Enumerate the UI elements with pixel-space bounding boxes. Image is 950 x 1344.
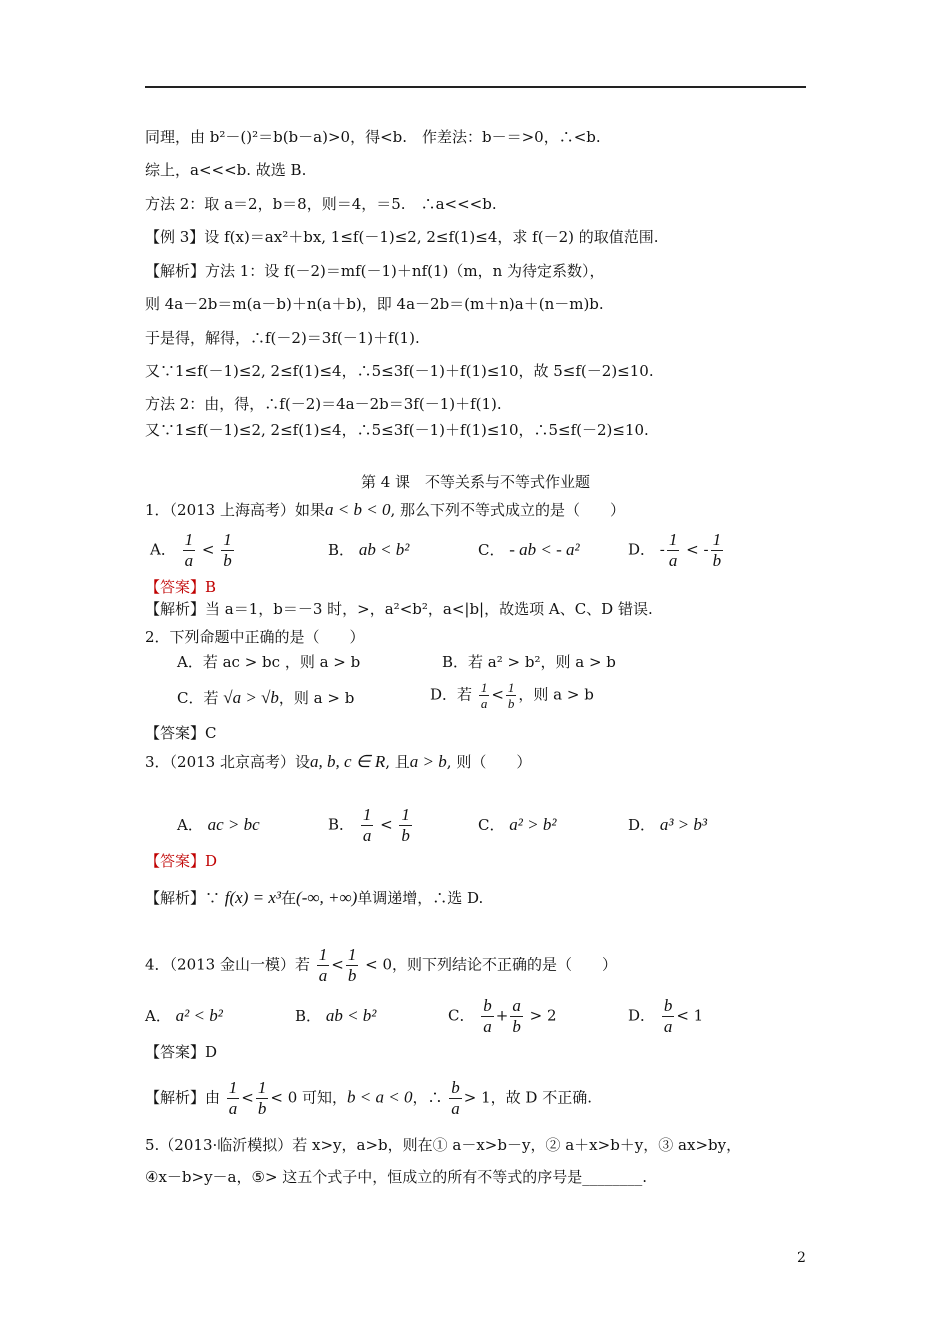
page-number: 2: [797, 1250, 806, 1266]
text-line: 综上，a<<<b. 故选 B.: [145, 161, 307, 179]
q1-answer: 【答案】B: [145, 578, 217, 596]
text-line: 方法 2：由，得，∴f(－2)＝4a－2b＝3f(－1)＋f(1).: [145, 395, 502, 413]
q4-answer: 【答案】D: [145, 1043, 218, 1061]
q3-option-d: D． a³ > b³: [628, 815, 707, 834]
q3-analysis: 【解析】∵ f(x) = x³在(-∞, +∞)单调递增，∴选 D.: [145, 888, 484, 907]
question-3-stem: 3．（2013 北京高考）设a, b, c ∈ R, 且a > b, 则（ ）: [145, 752, 532, 771]
q3-option-b: B． $\frac{1}{a}$ < $\frac{1}{b}$: [328, 805, 410, 845]
question-5-line-1: 5.（2013·临沂模拟）若 x>y，a>b，则在① a－x>b－y，② a＋x>b＋y，③ ax>by，: [145, 1136, 742, 1154]
q2-option-b: B．若 a² > b²，则 a > b: [442, 653, 616, 671]
q3-answer: 【答案】D: [145, 852, 218, 870]
header-rule: [145, 86, 806, 88]
text-line: 【例 3】设 f(x)＝ax²＋bx, 1≤f(－1)≤2, 2≤f(1)≤4，求 f(－2) 的取值范围.: [145, 228, 659, 246]
q1-analysis: 【解析】当 a＝1，b＝－3 时，>，a²<b²，a<|b|，故选项 A、C、D 错误.: [145, 600, 653, 618]
q4-option-b: B． ab < b²: [295, 1006, 377, 1025]
question-1-stem: 1．（2013 上海高考）如果a < b < 0, 那么下列不等式成立的是（ ）: [145, 500, 625, 519]
q2-option-c: C．若 √a > √b，则 a > b: [177, 688, 355, 707]
text-line: 方法 2：取 a＝2，b＝8，则＝4，＝5. ∴a<<<b.: [145, 195, 497, 213]
q3-option-c: C． a² > b²: [478, 815, 557, 834]
q1-option-c: C． - ab < - a²: [478, 540, 580, 559]
text-line: 又∵1≤f(－1)≤2, 2≤f(1)≤4，∴5≤3f(－1)＋f(1)≤10，故 5≤f(－2)≤10.: [145, 362, 654, 380]
q1-option-a: A． $\frac{1}{a}$ < $\frac{1}{b}$: [150, 530, 232, 570]
q3-option-a: A． ac > bc: [177, 815, 260, 834]
text-line: 又∵1≤f(－1)≤2, 2≤f(1)≤4，∴5≤3f(－1)＋f(1)≤10，∴5≤f(－2)≤10.: [145, 421, 649, 439]
question-4-stem: 4．（2013 金山一模）若 $\frac{1}{a}$ < $\frac{1}{b}$ < 0，则下列结论不正确的是（ ）: [145, 945, 618, 985]
text-line: 【解析】方法 1：设 f(－2)＝mf(－1)＋nf(1)（m，n 为待定系数），: [145, 262, 605, 280]
text-line: 则 4a－2b＝m(a－b)＋n(a＋b)，即 4a－2b＝(m＋n)a＋(n－m)b.: [145, 295, 604, 313]
q2-option-a: A．若 ac > bc ，则 a > b: [177, 653, 361, 671]
question-2-stem: 2．下列命题中正确的是（ ）: [145, 628, 365, 646]
q4-option-a: A． a² < b²: [145, 1006, 223, 1025]
q1-option-d: D． - $\frac{1}{a}$ < - $\frac{1}{b}$: [628, 530, 722, 570]
text-line: 同理，由 b²－()²＝b(b－a)>0，得<b. 作差法：b－＝>0，∴<b.: [145, 128, 601, 146]
q4-option-d: D． $\frac{b}{a}$ < 1: [628, 996, 704, 1036]
text-line: 于是得，解得，∴f(－2)＝3f(－1)＋f(1).: [145, 329, 420, 347]
section-title: 第 4 课 不等关系与不等式作业题: [360, 473, 591, 491]
q1-option-b: B． ab < b²: [328, 540, 410, 559]
q2-option-d: D．若 $\frac{1}{a}$ < $\frac{1}{b}$ ，则 a > b: [430, 680, 594, 711]
q2-answer: 【答案】C: [145, 724, 217, 742]
q4-option-c: C． $\frac{b}{a}$ + $\frac{a}{b}$ > 2: [448, 996, 557, 1036]
question-5-line-2: ④x－b>y－a，⑤> 这五个式子中，恒成立的所有不等式的序号是________.: [145, 1168, 648, 1186]
q4-analysis: 【解析】由 $\frac{1}{a}$ < $\frac{1}{b}$ < 0 可知，b < a < 0，∴ $\frac{b}{a}$ > 1，故 D 不正确.: [145, 1078, 592, 1118]
